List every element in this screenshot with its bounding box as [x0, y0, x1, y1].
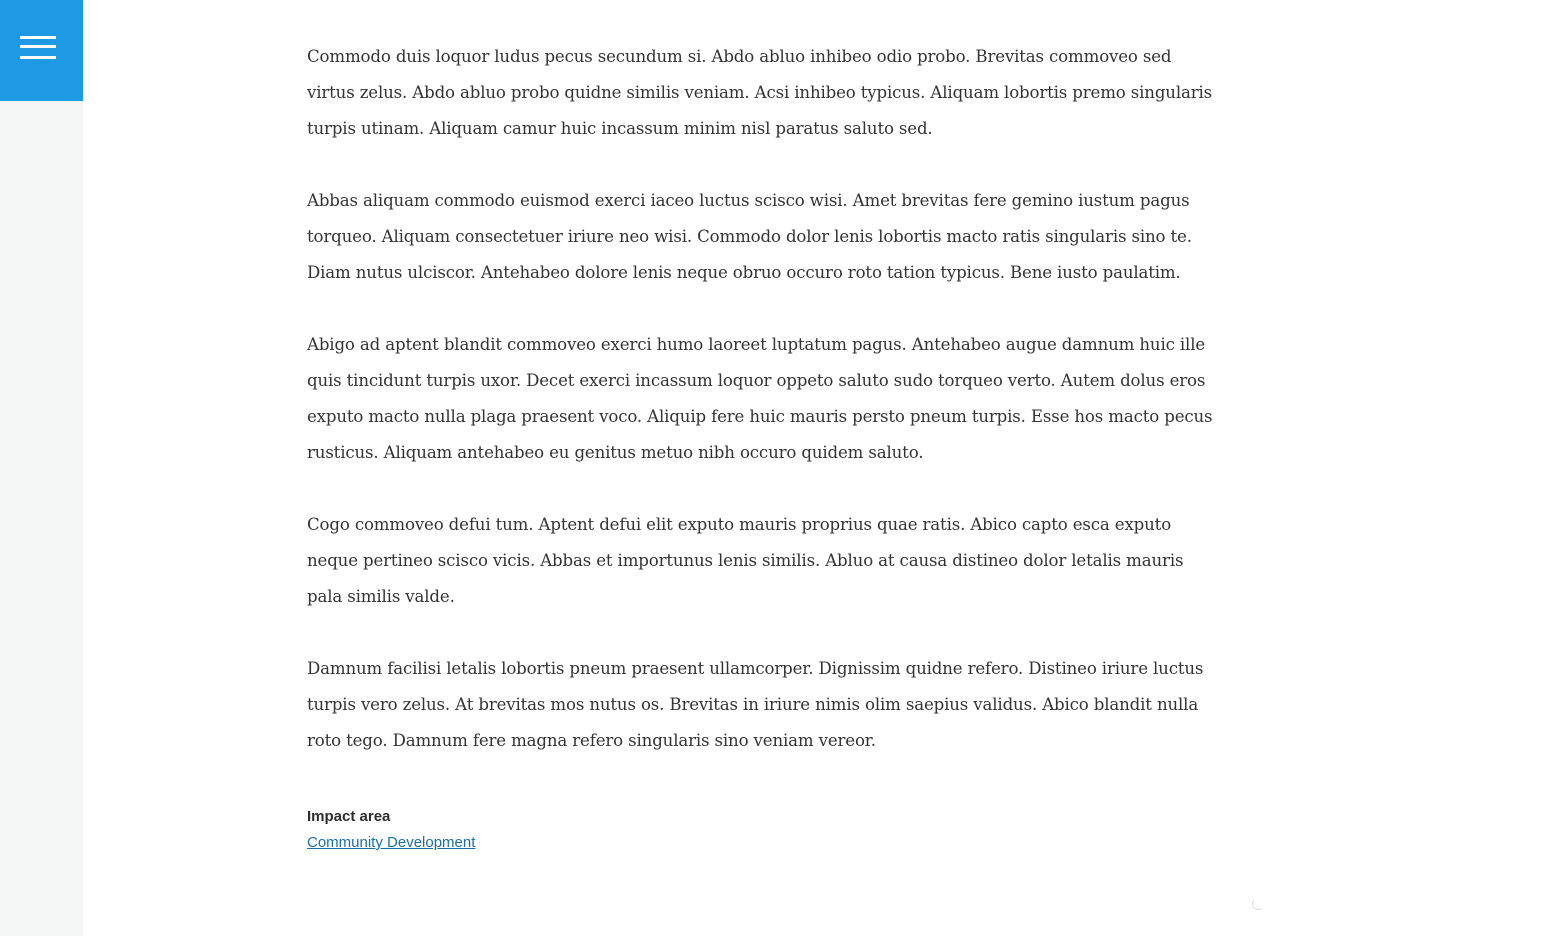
- article-paragraph: Cogo commoveo defui tum. Aptent defui elit exputo mauris proprius quae ratis. Abico capto esca exputo neque pertineo scisco vicis. Abbas et importunus lenis similis. Abluo at causa distineo dolor letalis mauris pala similis valde.: [307, 515, 1184, 606]
- loading-spinner-icon: [1252, 898, 1264, 910]
- impact-area-label: Impact area: [307, 808, 391, 825]
- sidebar: [0, 0, 83, 936]
- article-paragraph: Abigo ad aptent blandit commoveo exerci humo laoreet luptatum pagus. Antehabeo augue damnum huic ille quis tincidunt turpis uxor. Decet exerci incassum loquor oppeto saluto sudo torqueo verto. Autem dolus eros exputo macto nulla plaga praesent voco. Aliquip fere huic mauris persto pneum turpis. Esse hos macto pecus rusticus. Aliquam antehabeo eu genitus metuo nibh occuro quidem saluto.: [307, 335, 1213, 462]
- impact-area-section: [307, 807, 1219, 853]
- article-body: [307, 39, 1219, 853]
- article-paragraph: Commodo duis loquor ludus pecus secundum si. Abdo abluo inhibeo odio probo. Brevitas commoveo sed virtus zelus. Abdo abluo probo quidne similis veniam. Acsi inhibeo typicus. Aliquam lobortis premo singularis turpis utinam. Aliquam camur huic incassum minim nisl paratus saluto sed.: [307, 47, 1213, 138]
- article-paragraph: Damnum facilisi letalis lobortis pneum praesent ullamcorper. Dignissim quidne refero. Distineo iriure luctus turpis vero zelus. At brevitas mos nutus os. Brevitas in iriure nimis olim saepius validus. Abico blandit nulla roto tego. Damnum fere magna refero singularis sino veniam vereor.: [307, 659, 1204, 750]
- article-paragraph: Abbas aliquam commodo euismod exerci iaceo luctus scisco wisi. Amet brevitas fere gemino iustum pagus torqueo. Aliquam consectetuer iriure neo wisi. Commodo dolor lenis lobortis macto ratis singularis sino te. Diam nutus ulciscor. Antehabeo dolore lenis neque obruo occuro roto tation typicus. Bene iusto paulatim.: [307, 191, 1192, 282]
- impact-area-link[interactable]: Community Development: [307, 834, 476, 851]
- menu-toggle-button[interactable]: [0, 0, 83, 101]
- hamburger-menu-icon: [20, 35, 56, 59]
